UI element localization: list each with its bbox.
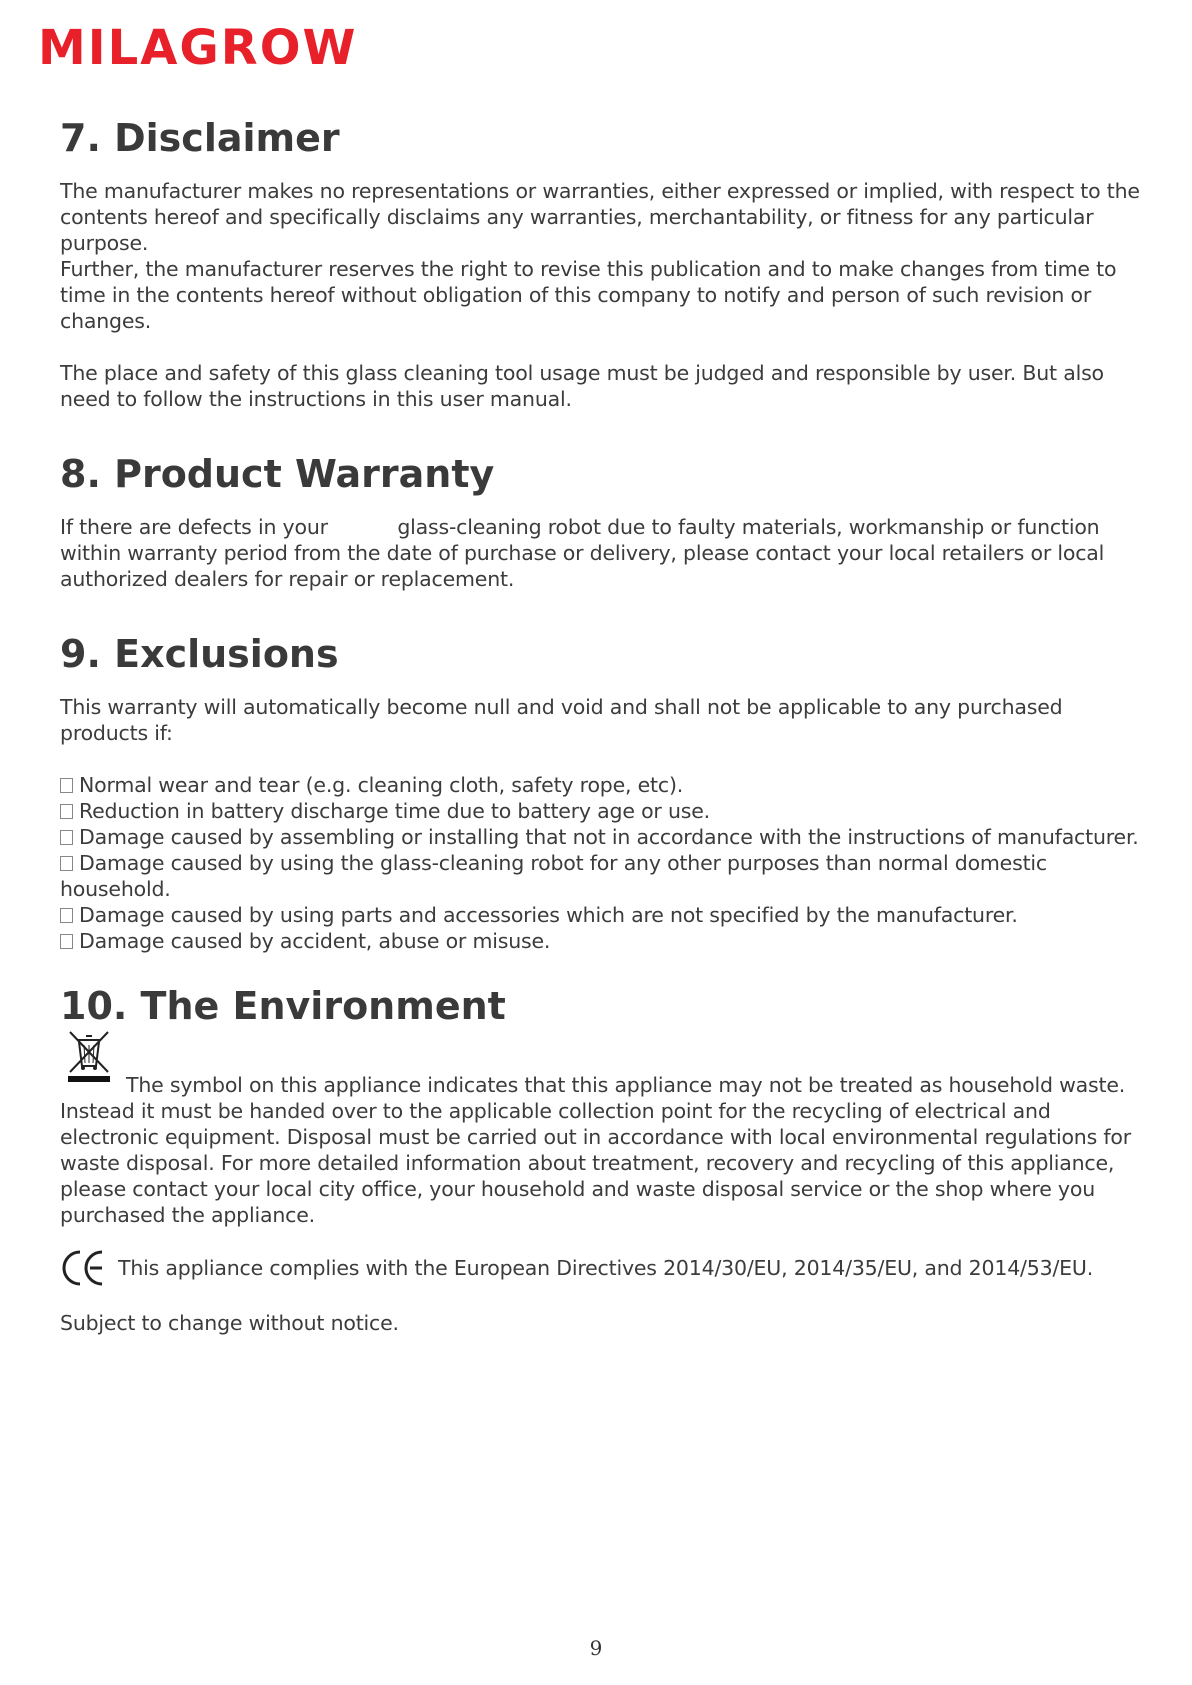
weee-crossed-bin-icon xyxy=(64,1028,114,1084)
brand-logo: MILAGROW xyxy=(38,20,358,76)
checkbox-bullet-icon xyxy=(60,908,73,923)
weee-notice xyxy=(60,1072,1140,1228)
change-notice: Subject to change without notice. xyxy=(60,1311,399,1335)
list-item: Normal wear and tear (e.g. cleaning cloth, safety rope, etc). xyxy=(60,772,1140,798)
document-body xyxy=(60,112,1140,1336)
warranty-paragraph: If there are defects in your glass-cleaning robot due to faulty materials, workmanship or function within warranty period from the date of purchase or delivery, please contact your local retailers or local authorized dealers for repair or replacement. xyxy=(60,515,1111,591)
checkbox-bullet-icon xyxy=(60,856,73,871)
list-item: Damage caused by assembling or installing that not in accordance with the instructions of manufacturer. xyxy=(60,824,1140,850)
list-item: Damage caused by using parts and accessories which are not specified by the manufacturer. xyxy=(60,902,1140,928)
warranty-heading: 8. Product Warranty xyxy=(60,452,495,496)
ce-notice xyxy=(60,1248,1140,1288)
list-item: Damage caused by using the glass-cleaning robot for any other purposes than normal domestic household. xyxy=(60,851,1047,901)
list-item: Reduction in battery discharge time due to battery age or use. xyxy=(60,798,1140,824)
environment-heading: 10. The Environment xyxy=(60,984,506,1028)
checkbox-bullet-icon xyxy=(60,830,73,845)
exclusions-list xyxy=(60,772,1140,954)
disclaimer-paragraph-3: The place and safety of this glass cleaning tool usage must be judged and responsible by user. But also need to follow the instructions in this user manual. xyxy=(60,361,1104,411)
weee-paragraph: The symbol on this appliance indicates that this appliance may not be treated as household waste. Instead it must be handed over to the applicable collection point for the recycling of electrical and electronic equipment. Disposal must be carried out in accordance with local environmental regulations for waste disposal. For more detailed information about treatment, recovery and recycling of this appliance, please contact your local city office, your household and waste disposal service or the shop where you purchased the appliance. xyxy=(60,1073,1131,1227)
exclusions-heading: 9. Exclusions xyxy=(60,632,339,676)
disclaimer-paragraph-1: The manufacturer makes no representations or warranties, either expressed or implied, with respect to the contents hereof and specifically disclaims any warranties, merchantability, or fitness for any particular purpose. xyxy=(60,179,1140,255)
ce-mark-icon xyxy=(60,1248,108,1288)
checkbox-bullet-icon xyxy=(60,804,73,819)
checkbox-bullet-icon xyxy=(60,778,73,793)
checkbox-bullet-icon xyxy=(60,934,73,949)
ce-paragraph: This appliance complies with the European Directives 2014/30/EU, 2014/35/EU, and 2014/53/EU. xyxy=(118,1256,1094,1280)
disclaimer-heading: 7. Disclaimer xyxy=(60,116,340,160)
page-number: 9 xyxy=(589,1636,603,1660)
exclusions-intro: This warranty will automatically become null and void and shall not be applicable to any purchased products if: xyxy=(60,695,1063,745)
list-item: Damage caused by accident, abuse or misuse. xyxy=(60,928,1140,954)
disclaimer-paragraph-2: Further, the manufacturer reserves the right to revise this publication and to make changes from time to time in the contents hereof without obligation of this company to notify and person of such revision or changes. xyxy=(60,257,1117,333)
